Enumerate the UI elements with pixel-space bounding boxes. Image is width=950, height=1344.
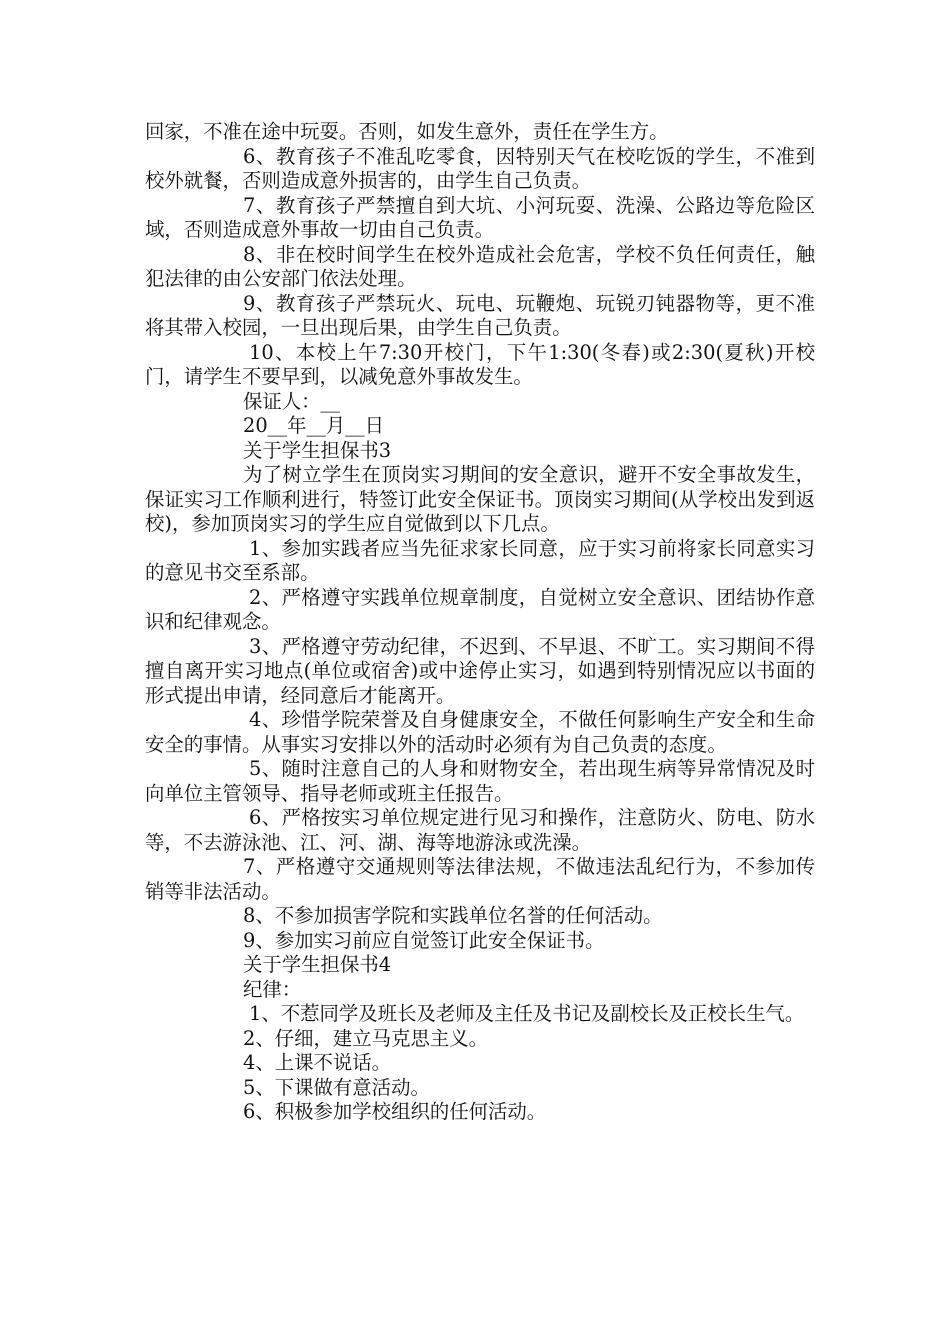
paragraph-item-9-sign: 9、参加实习前应自觉签订此安全保证书。 — [243, 928, 605, 952]
paragraph-discipline-6: 6、积极参加学校组织的任何活动。 — [243, 1100, 547, 1123]
paragraph-discipline-2: 2、仔细，建立马克思主义。 — [243, 1026, 489, 1050]
discipline-heading: 纪律： — [243, 977, 302, 1001]
paragraph-item-2-regulations: 2、严格遵守实践单位规章制度，自觉树立安全意识、团结协作意识和纪律观念。 — [145, 585, 815, 633]
paragraph-rule-7-danger-zones: 7、教育孩子严禁擅自到大坑、小河玩耍、洗澡、公路边等危险区域，否则造成意外事故一切由自己负责。 — [145, 193, 815, 241]
paragraph-item-6-operations: 6、严格按实习单位规定进行见习和操作，注意防火、防电、防水等，不去游泳池、江、河、湖、海等地游泳或洗澡。 — [145, 806, 815, 854]
paragraph-rule-8-off-campus: 8、非在校时间学生在校外造成社会危害，学校不负任何责任，触犯法律的由公安部门依法处理。 — [145, 242, 815, 290]
paragraph-rule-9-fire: 9、教育孩子严禁玩火、玩电、玩鞭炮、玩锐刃钝器物等，更不准将其带入校园，一旦出现后果，由学生自己负责。 — [145, 291, 815, 339]
paragraph-rule-6-snacks: 6、教育孩子不准乱吃零食，因特别天气在校吃饭的学生，不准到校外就餐，否则造成意外损害的，由学生自己负责。 — [145, 144, 815, 192]
paragraph-discipline-5: 5、下课做有意活动。 — [243, 1075, 430, 1099]
section-title-3: 关于学生担保书3 — [243, 438, 392, 462]
paragraph-intro-3: 为了树立学生在顶岗实习期间的安全意识，避开不安全事故发生，保证实习工作顺利进行，特签订此安全保证书。顶岗实习期间(从学校出发到返校)，参加顶岗实习的学生应自觉做到以下几点。 — [145, 463, 815, 535]
document-body — [145, 120, 815, 1125]
paragraph-item-5-safety: 5、随时注意自己的人身和财物安全，若出现生病等异常情况及时向单位主管领导、指导老师或班主任报告。 — [145, 757, 815, 805]
paragraph-item-3-discipline: 3、严格遵守劳动纪律，不迟到、不早退、不旷工。实习期间不得擅自离开实习地点(单位或宿舍)或中途停止实习，如遇到特别情况应以书面的形式提出申请，经同意后才能离开。 — [145, 634, 815, 707]
section-title-4: 关于学生担保书4 — [243, 953, 392, 976]
paragraph-rule-10-gate-hours: 10、本校上午7:30开校门，下午1:30(冬春)或2:30(夏秋)开校门，请学生不要早到，以减免意外事故发生。 — [145, 340, 815, 388]
date-line: 20__年__月__日 — [243, 414, 385, 437]
paragraph-item-8-reputation: 8、不参加损害学院和实践单位名誉的任何活动。 — [243, 904, 663, 927]
paragraph-item-4-honor: 4、珍惜学院荣誉及自身健康安全，不做任何影响生产安全和生命安全的事情。从事实习安排以外的活动时必须有为自己负责的态度。 — [145, 708, 815, 756]
paragraph-item-7-traffic: 7、严格遵守交通规则等法律法规，不做违法乱纪行为，不参加传销等非法活动。 — [145, 855, 815, 903]
guarantor-line: 保证人：__ — [243, 389, 340, 413]
paragraph-item-1-parent-consent: 1、参加实践者应当先征求家长同意，应于实习前将家长同意实习的意见书交至系部。 — [145, 536, 815, 584]
paragraph-return-home: 回家，不准在途中玩耍。否则，如发生意外，责任在学生方。 — [145, 120, 669, 143]
paragraph-discipline-1: 1、不惹同学及班长及老师及主任及书记及副校长及正校长生气。 — [249, 1002, 805, 1025]
paragraph-discipline-4: 4、上课不说话。 — [243, 1051, 392, 1074]
